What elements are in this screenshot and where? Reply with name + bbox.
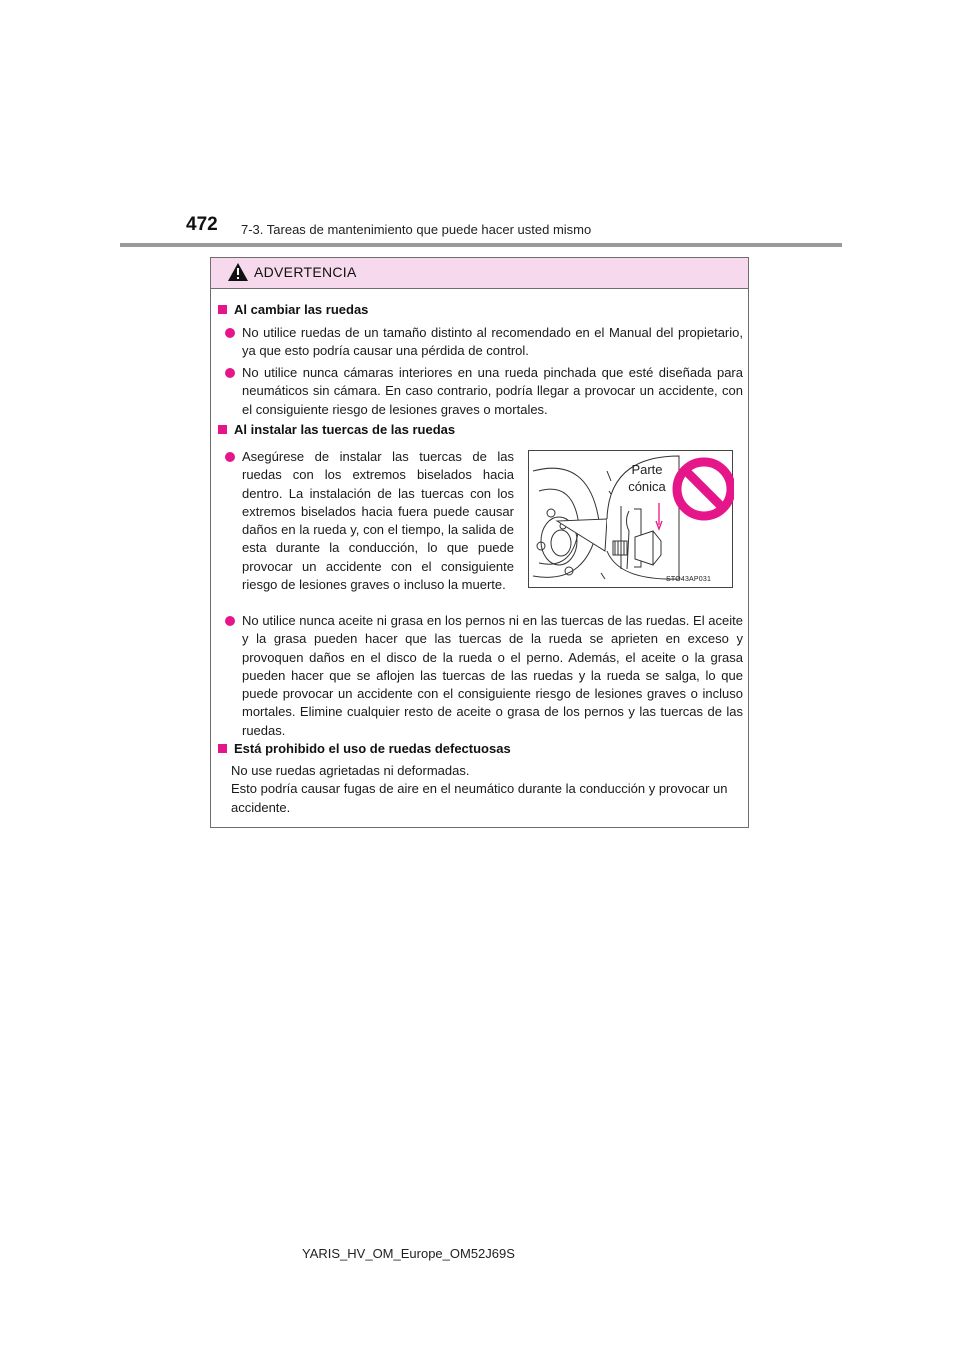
- figure-label-line: Parte: [631, 462, 663, 477]
- circle-bullet-icon: [225, 452, 235, 462]
- bullet-item: [225, 612, 743, 740]
- bullet-item: [225, 448, 514, 594]
- warning-header: [211, 258, 748, 289]
- bullet-text: Asegúrese de instalar las tuercas de las ruedas con los extremos biselados hacia dentro. La instalación de las tuercas con los extremos biselados hacia fuera puede causar daños en la rueda y, con el tiempo, la salida de esta durante la conducción, lo que puede provocar un accidente con el consiguiente riesgo de lesiones graves o incluso la muerte.: [242, 449, 514, 593]
- wheel-nut-figure: [528, 450, 733, 588]
- section-heading-installing-nuts: [218, 422, 455, 437]
- bullet-item: [225, 324, 743, 361]
- paragraph-line: No use ruedas agrietadas ni deformadas.: [231, 763, 470, 778]
- prohibited-icon: [677, 462, 731, 516]
- figure-code: STO43AP031: [666, 576, 712, 583]
- section-heading-defective-wheels: [218, 741, 511, 756]
- paragraph-line: Esto podría causar fugas de aire en el neumático durante la conducción y provocar un accidente.: [231, 781, 728, 815]
- bullet-item: [225, 364, 743, 419]
- page-number: 472: [186, 214, 218, 235]
- footer-document-code: YARIS_HV_OM_Europe_OM52J69S: [302, 1246, 515, 1261]
- warning-triangle-icon: [227, 262, 249, 282]
- circle-bullet-icon: [225, 616, 235, 626]
- header-divider: [120, 243, 842, 247]
- heading-text: Al cambiar las ruedas: [234, 302, 369, 317]
- warning-title: ADVERTENCIA: [254, 264, 357, 280]
- heading-text: Al instalar las tuercas de las ruedas: [234, 422, 456, 437]
- paragraph: [231, 762, 739, 817]
- circle-bullet-icon: [225, 328, 235, 338]
- section-heading-changing-wheels: [218, 302, 368, 317]
- square-bullet-icon: [218, 425, 227, 434]
- bullet-text: No utilice nunca cámaras interiores en una rueda pinchada que esté diseñada para neumáticos sin cámara. En caso contrario, podría llegar a provocar un accidente, con el consiguiente riesgo de lesiones graves o mortales.: [242, 365, 743, 417]
- square-bullet-icon: [218, 305, 227, 314]
- bullet-text: No utilice nunca aceite ni grasa en los pernos ni en las tuercas de las ruedas. El aceite y la grasa pueden hacer que las tuercas de la rueda se aprieten en exceso y provoquen daños en el disco de la rueda o el perno. Además, el aceite o la grasa pueden hacer que se aflojen las tuercas de las ruedas y la rueda se salga, lo que puede provocar un accidente con el consiguiente riesgo de lesiones graves o incluso mortales. Elimine cualquier resto de aceite o grasa de los pernos y las tuercas de las ruedas.: [242, 613, 743, 738]
- heading-text: Está prohibido el uso de ruedas defectuosas: [234, 741, 511, 756]
- square-bullet-icon: [218, 744, 227, 753]
- section-title: 7-3. Tareas de mantenimiento que puede hacer usted mismo: [241, 222, 592, 237]
- circle-bullet-icon: [225, 368, 235, 378]
- figure-label: [625, 461, 669, 495]
- warning-box: [210, 257, 749, 828]
- figure-label-line: cónica: [628, 479, 666, 494]
- bullet-text: No utilice ruedas de un tamaño distinto al recomendado en el Manual del propietario, ya que esto podría causar una pérdida de control.: [242, 325, 743, 359]
